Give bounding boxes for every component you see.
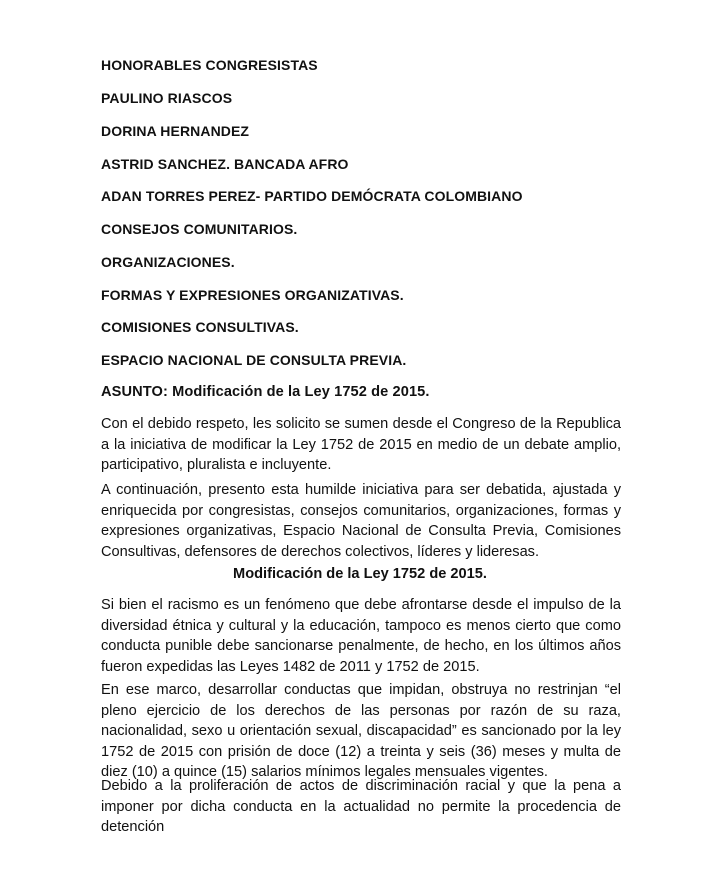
recipient-line: CONSEJOS COMUNITARIOS. <box>101 221 298 237</box>
recipient-line: ADAN TORRES PEREZ- PARTIDO DEMÓCRATA COLOMBIANO <box>101 188 523 204</box>
recipient-line: ORGANIZACIONES. <box>101 254 235 270</box>
subject-line: ASUNTO: Modificación de la Ley 1752 de 2015. <box>101 384 430 400</box>
recipient-line: FORMAS Y EXPRESIONES ORGANIZATIVAS. <box>101 287 404 303</box>
section-title: Modificación de la Ley 1752 de 2015. <box>233 566 487 582</box>
recipient-line: ESPACIO NACIONAL DE CONSULTA PREVIA. <box>101 352 407 368</box>
recipient-line: PAULINO RIASCOS <box>101 90 233 106</box>
recipient-line: DORINA HERNANDEZ <box>101 123 250 139</box>
recipient-line: HONORABLES CONGRESISTAS <box>101 57 318 73</box>
body-paragraph: Si bien el racismo es un fenómeno que debe afrontarse desde el impulso de la diversidad étnica y cultural y la educación, tampoco es menos cierto que como conducta punible debe sancionarse penalmente, de hecho, en los últimos años fueron expedidas las Leyes 1482 de 2011 y 1752 de 2015. <box>101 597 621 675</box>
body-paragraph: En ese marco, desarrollar conductas que impidan, obstruya no restrinjan “el pleno ejercicio de los derechos de las personas por razón de su raza, nacionalidad, sexo u orientación sexual, discapacidad” es sancionado por la ley 1752 de 2015 con prisión de doce (12) a treinta y seis (36) meses y multa de diez (10) a quince (15) salarios mínimos legales mensuales vigentes. <box>101 682 621 780</box>
recipient-line: COMISIONES CONSULTIVAS. <box>101 319 299 335</box>
intro-paragraph: Con el debido respeto, les solicito se sumen desde el Congreso de la Republica a la iniciativa de modificar la Ley 1752 de 2015 en medio de un debate amplio, participativo, pluralista e incluyente. <box>101 416 621 473</box>
recipient-line: ASTRID SANCHEZ. BANCADA AFRO <box>101 156 349 172</box>
body-paragraph: Debido a la proliferación de actos de discriminación racial y que la pena a imponer por dicha conducta en la actualidad no permite la procedencia de detención <box>101 778 621 835</box>
intro-paragraph: A continuación, presento esta humilde iniciativa para ser debatida, ajustada y enriquecida por congresistas, consejos comunitarios, organizaciones, formas y expresiones organizativas, Espacio Nacional de Consulta Previa, Comisiones Consultivas, defensores de derechos colectivos, líderes y lideresas. <box>101 482 621 560</box>
